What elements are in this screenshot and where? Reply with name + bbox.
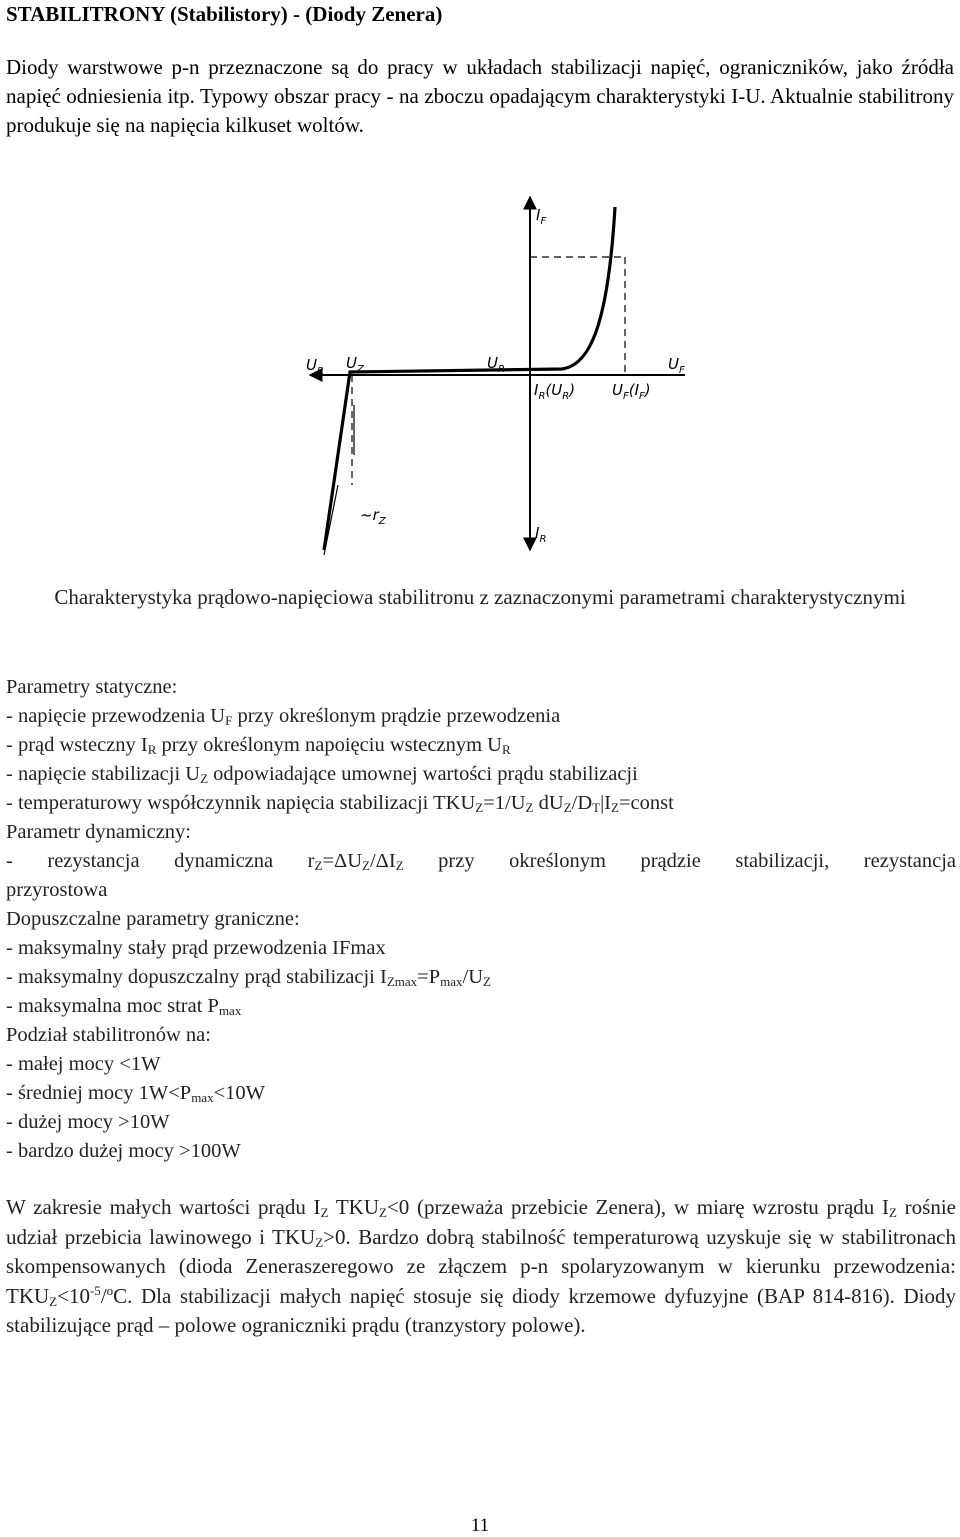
classes-heading: Podział stabilitronów na: [6,1024,211,1046]
limits-heading: Dopuszczalne parametry graniczne: [6,908,300,930]
param-rz-continued: przyrostowa [6,879,108,901]
intro-paragraph: Diody warstwowe p-n przeznaczone są do pracy w układach stabilizacji napięć, ograniczników, jako źródła napięć odniesienia itp. Typowy obszar pracy - na zboczu opadającym charakterystyki I-U. Aktualnie stabilitrony produkuje się na napięcia kilkuset woltów. [6,55,954,137]
parameters-section [6,673,956,1166]
param-uz: - napięcie stabilizacji $U_Z$ odpowiadające umownej wartości prądu stabilizacji [6,763,638,786]
if-axis-label: $I_F$ [536,206,547,227]
rz-label: $\sim r_Z$ [360,506,386,527]
figure-caption: Charakterystyka prądowo-napięciowa stabilitronu z zaznaczonymi parametrami charakterystycznymi [54,585,906,609]
param-uf: - napięcie przewodzenia $U_F$ przy określonym prądzie przewodzenia [6,705,561,728]
iu-characteristic-diagram [290,185,730,565]
class-xlarge: - bardzo dużej mocy >100W [6,1140,241,1162]
static-params-heading: Parametry statyczne: [6,676,178,698]
limit-izmax: - maksymalny dopuszczalny prąd stabilizacji $I_{Zmax}=P_{max}/U_Z$ [6,966,491,989]
ur-breakdown-label: $U_R$ [487,354,505,375]
class-large: - dużej mocy >10W [6,1111,170,1133]
page-number: 11 [470,1515,490,1536]
class-medium: - średniej mocy $1W<P_{max}<10W$ [6,1082,266,1105]
param-ir: - prąd wsteczny $I_R$ przy określonym napoięciu wstecznym $U_R$ [6,734,511,757]
closing-paragraph: W zakresie małych wartości prądu $I_Z$ $TKU_Z<0$ (przeważa przebicie Zenera), w miarę wzrostu prądu $I_Z$ rośnie udział przebicia lawinowego i $TKU_Z>0$. Bardzo dobrą stabilność temperaturową uzyskuje się w stabilitronach skompensowanych (dioda Zeneraszeregowo ze złączem p-n spolaryzowanym w kierunku przewodzenia: $TKU_Z<10^{-5}/^oC$. Dla stabilizacji małych napięć stosuje się diody krzemowe dyfuzyjne (BAP 814-816). Diody stabilizujące prąd – polowe ograniczniki prądu (tranzystory polowe). [6,1195,957,1337]
limit-ifmax: - maksymalny stały prąd przewodzenia IFmax [6,937,386,959]
param-rz: - rezystancja dynamiczna $r_Z=\Delta U_Z/\Delta I_Z$ przy określonym prądzie stabilizacji, rezystancja [6,850,956,873]
characteristic-curve [324,207,615,550]
uf-if-label: $U_F(I_F)$ [612,381,651,402]
page-title: STABILITRONY (Stabilistory) - (Diody Zenera) [6,2,443,26]
dynamic-params-heading: Parametr dynamiczny: [6,821,192,843]
class-small: - małej mocy <1W [6,1053,161,1075]
ur-label: $U_R$ [306,356,324,377]
ir-ur-label: $I_R(U_R)$ [534,381,576,402]
ir-axis-label: $I_R$ [535,524,547,545]
param-tku: - temperaturowy współczynnik napięcia stabilizacji $TKU_Z=1/U_Z$ $dU_Z/D_T|I_Z=const$ [6,792,674,815]
uz-label: $U_Z$ [346,354,364,375]
uf-label: $U_F$ [668,355,685,376]
limit-pmax: - maksymalna moc strat $P_{max}$ [6,995,242,1018]
